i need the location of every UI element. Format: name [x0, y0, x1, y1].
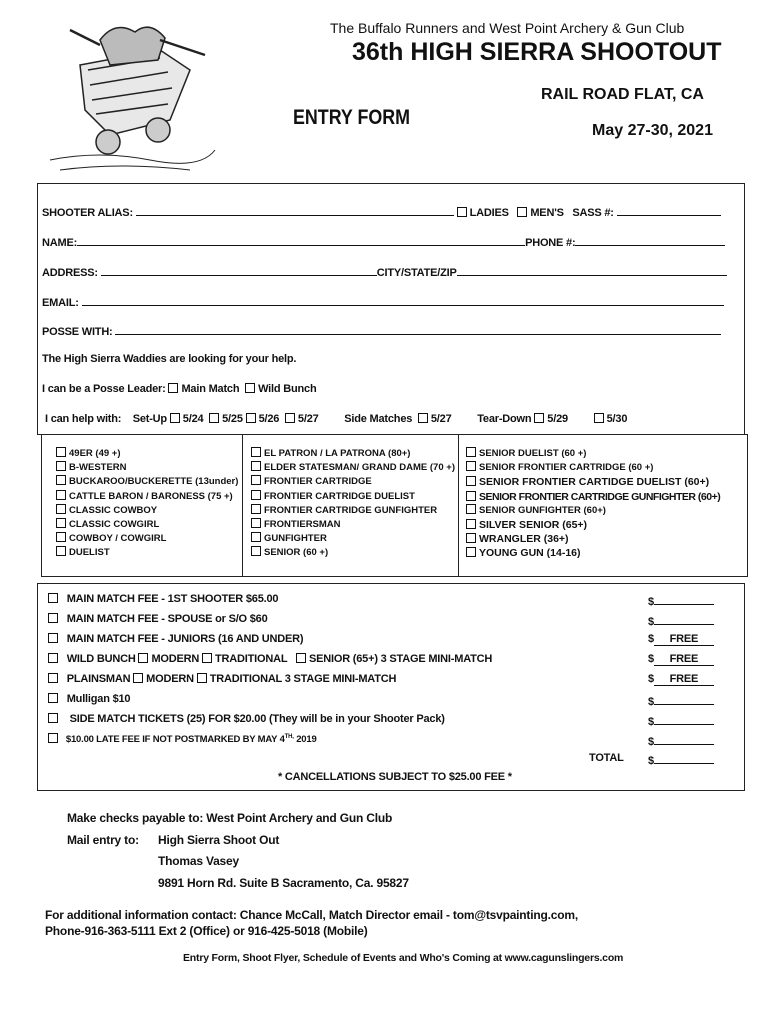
category-label: EL PATRON / LA PATRONA (80+) — [264, 448, 411, 459]
event-dates: May 27-30, 2021 — [592, 122, 713, 139]
category-checkbox[interactable] — [56, 475, 66, 485]
category-option[interactable] — [56, 504, 238, 518]
wild-bunch-modern-label: MODERN — [151, 653, 200, 665]
mail-address-1: High Sierra Shoot Out — [158, 833, 280, 847]
category-label: ELDER STATESMAN/ GRAND DAME (70 +) — [264, 462, 455, 474]
category-checkbox[interactable] — [466, 447, 476, 457]
category-option[interactable] — [56, 546, 238, 560]
category-label: 49ER (49 +) — [69, 448, 121, 459]
club-logo-illustration — [40, 10, 220, 180]
category-option[interactable] — [466, 504, 720, 518]
fee-checkbox[interactable] — [48, 713, 58, 723]
category-label: B-WESTERN — [69, 462, 127, 474]
sass-input[interactable] — [617, 204, 721, 216]
category-checkbox[interactable] — [251, 461, 261, 471]
category-option[interactable] — [466, 518, 720, 532]
category-divider-1 — [242, 435, 243, 576]
dollar-sign: $ — [648, 696, 654, 708]
fee-row-wild-bunch — [48, 653, 492, 665]
category-checkbox[interactable] — [251, 447, 261, 457]
category-option[interactable] — [466, 447, 720, 461]
fee-checkbox[interactable] — [48, 673, 58, 683]
total-amount — [648, 752, 714, 767]
posse-input[interactable] — [115, 323, 721, 335]
fee-checkbox[interactable] — [48, 733, 58, 743]
category-option[interactable] — [251, 475, 455, 489]
side-matches-checkbox[interactable] — [418, 413, 428, 423]
category-label: FRONTIER CARTRIDGE DUELIST — [264, 490, 415, 502]
setup-526-checkbox[interactable] — [246, 413, 256, 423]
category-label: SENIOR FRONTIER CARTIDGE DUELIST (60+) — [479, 476, 710, 489]
category-label: GUNFIGHTER — [264, 533, 327, 545]
fee-amount — [648, 653, 714, 666]
category-label: SENIOR FRONTIER CARTRIDGE (60 +) — [479, 462, 654, 474]
mail-label: Mail entry to: — [67, 833, 139, 847]
mail-address-2: Thomas Vasey — [158, 854, 239, 868]
fee-row-mulligan — [48, 693, 130, 705]
setup-526-label: 5/26 — [258, 413, 280, 425]
ladies-label: LADIES — [469, 207, 509, 219]
category-label: FRONTIER CARTRIDGE — [264, 476, 372, 488]
teardown-529-checkbox[interactable] — [534, 413, 544, 423]
fee-row-plainsman — [48, 673, 396, 685]
help-intro: The High Sierra Waddies are looking for your help. — [42, 353, 297, 365]
setup-527-checkbox[interactable] — [285, 413, 295, 423]
category-option[interactable] — [251, 461, 455, 475]
category-checkbox[interactable] — [466, 476, 476, 486]
category-checkbox[interactable] — [56, 447, 66, 457]
fee-row-first-shooter — [48, 593, 278, 605]
fee-free-value: FREE — [654, 673, 714, 686]
payable-line: Make checks payable to: West Point Archery and Gun Club — [67, 811, 393, 825]
name-label: NAME: — [42, 237, 78, 249]
category-checkbox[interactable] — [56, 532, 66, 542]
category-label: CLASSIC COWBOY — [69, 504, 158, 516]
fee-label: MAIN MATCH FEE - JUNIORS (16 AND UNDER) — [66, 633, 304, 645]
setup-524-label: 5/24 — [182, 413, 204, 425]
fee-label: MAIN MATCH FEE - 1ST SHOOTER $65.00 — [66, 593, 279, 605]
side-matches-label: Side Matches — [344, 413, 413, 425]
category-option[interactable] — [466, 461, 720, 475]
email-row — [42, 294, 724, 309]
category-column-3 — [466, 447, 720, 561]
posse-row — [42, 323, 721, 338]
fee-checkbox[interactable] — [48, 593, 58, 603]
plainsman-traditional-checkbox[interactable] — [197, 673, 207, 683]
category-label: BUCKAROO/BUCKERETTE (13under) — [69, 476, 239, 488]
setup-525-checkbox[interactable] — [209, 413, 219, 423]
category-checkbox[interactable] — [466, 504, 476, 514]
category-checkbox[interactable] — [56, 461, 66, 471]
dollar-sign: $ — [648, 755, 654, 767]
wild-bunch-traditional-checkbox[interactable] — [202, 653, 212, 663]
posse-label: POSSE WITH: — [42, 326, 113, 338]
fee-checkbox[interactable] — [48, 633, 58, 643]
fee-label: WILD BUNCH — [66, 653, 136, 665]
fee-amount-input[interactable] — [654, 693, 714, 705]
alias-row — [42, 204, 721, 219]
fee-amount — [648, 593, 714, 608]
fee-label: Mulligan $10 — [66, 693, 131, 705]
setup-527-label: 5/27 — [297, 413, 319, 425]
dollar-sign: $ — [648, 716, 654, 728]
fee-amount — [648, 613, 714, 628]
fee-amount — [648, 633, 714, 646]
sass-label: SASS #: — [572, 207, 614, 219]
category-option[interactable] — [56, 532, 238, 546]
mens-checkbox[interactable] — [517, 207, 527, 217]
wild-bunch-senior-label: SENIOR (65+) 3 STAGE MINI-MATCH — [308, 653, 493, 665]
category-label: SENIOR (60 +) — [264, 547, 329, 559]
fee-amount — [648, 673, 714, 686]
help-with-label: I can help with: — [45, 413, 122, 425]
category-checkbox[interactable] — [251, 532, 261, 542]
category-option[interactable] — [251, 447, 455, 461]
dollar-sign: $ — [648, 633, 654, 645]
side-matches-date: 5/27 — [430, 413, 452, 425]
email-input[interactable] — [82, 294, 724, 306]
fee-checkbox[interactable] — [48, 653, 58, 663]
setup-label: Set-Up — [132, 413, 167, 425]
footer-website-note: Entry Form, Shoot Flyer, Schedule of Events and Who's Coming at www.cagunslingers.com — [183, 952, 624, 964]
category-checkbox[interactable] — [466, 519, 476, 529]
setup-524-checkbox[interactable] — [170, 413, 180, 423]
cancellation-note: * CANCELLATIONS SUBJECT TO $25.00 FEE * — [278, 771, 512, 783]
alias-label: SHOOTER ALIAS: — [42, 207, 133, 219]
fee-year: 2019 — [296, 734, 317, 745]
category-label: FRONTIER CARTRIDGE GUNFIGHTER — [264, 504, 438, 516]
category-option[interactable] — [56, 518, 238, 532]
category-label: FRONTIERSMAN — [264, 519, 341, 531]
category-option[interactable] — [251, 532, 455, 546]
category-checkbox[interactable] — [466, 533, 476, 543]
help-with-row — [45, 413, 627, 425]
fee-row-late — [48, 733, 317, 745]
plainsman-traditional-label: TRADITIONAL 3 STAGE MINI-MATCH — [209, 673, 397, 685]
alias-input[interactable] — [136, 204, 454, 216]
category-option[interactable] — [251, 490, 455, 504]
plainsman-modern-label: MODERN — [146, 673, 194, 685]
leader-main-match-checkbox[interactable] — [168, 383, 178, 393]
fee-amount — [648, 693, 714, 708]
category-label: SENIOR FRONTIER CARTRIDGE GUNFIGHTER (60+) — [479, 490, 721, 503]
plainsman-modern-checkbox[interactable] — [133, 673, 143, 683]
category-option[interactable] — [466, 532, 720, 546]
category-checkbox[interactable] — [251, 475, 261, 485]
category-option[interactable] — [466, 475, 720, 489]
category-option[interactable] — [251, 518, 455, 532]
posse-leader-row — [42, 383, 316, 395]
wild-bunch-senior-checkbox[interactable] — [296, 653, 306, 663]
setup-525-label: 5/25 — [222, 413, 243, 425]
total-label: TOTAL — [589, 752, 624, 764]
category-checkbox[interactable] — [56, 518, 66, 528]
category-label: DUELIST — [69, 547, 110, 559]
wild-bunch-traditional-label: TRADITIONAL — [215, 653, 288, 665]
fee-free-value: FREE — [654, 633, 714, 646]
category-divider-2 — [458, 435, 459, 576]
fee-amount-input[interactable] — [654, 593, 714, 605]
category-checkbox[interactable] — [251, 504, 261, 514]
teardown-530-checkbox[interactable] — [594, 413, 604, 423]
category-label: SENIOR DUELIST (60 +) — [479, 448, 587, 459]
teardown-label: Tear-Down — [477, 413, 532, 425]
form-title: ENTRY FORM — [293, 106, 411, 129]
city-label: CITY/STATE/ZIP — [376, 267, 457, 279]
teardown-530-label: 5/30 — [606, 413, 628, 425]
category-checkbox[interactable] — [466, 547, 476, 557]
category-option[interactable] — [251, 504, 455, 518]
category-checkbox[interactable] — [251, 490, 261, 500]
category-label: CATTLE BARON / BARONESS (75 +) — [69, 490, 233, 502]
category-column-1 — [56, 447, 238, 561]
mail-address-3: 9891 Horn Rd. Suite B Sacramento, Ca. 95827 — [158, 876, 409, 890]
dollar-sign: $ — [648, 673, 654, 685]
category-checkbox[interactable] — [56, 546, 66, 556]
fee-row-juniors — [48, 633, 303, 645]
posse-leader-label: I can be a Posse Leader: — [42, 383, 166, 395]
category-checkbox[interactable] — [251, 546, 261, 556]
leader-main-match-label: Main Match — [181, 383, 240, 395]
address-row — [42, 264, 727, 279]
event-title: 36th HIGH SIERRA SHOOTOUT — [352, 38, 722, 66]
city-input[interactable] — [457, 264, 727, 276]
contact-line-1: For additional information contact: Chance McCall, Match Director email - tom@tsvpainting.com, — [45, 908, 578, 922]
category-option[interactable] — [56, 490, 238, 504]
teardown-529-label: 5/29 — [547, 413, 568, 425]
total-amount-input[interactable] — [654, 752, 714, 764]
category-column-2 — [251, 447, 455, 561]
category-option[interactable] — [56, 475, 238, 489]
event-location: RAIL ROAD FLAT, CA — [541, 86, 704, 103]
category-label: WRANGLER (36+) — [479, 533, 569, 546]
fee-amount-input[interactable] — [654, 613, 714, 625]
fee-row-side-match — [48, 713, 445, 725]
category-label: YOUNG GUN (14-16) — [479, 547, 581, 560]
shooter-info-panel — [37, 183, 745, 435]
fee-label: MAIN MATCH FEE - SPOUSE or S/O $60 — [66, 613, 268, 625]
fee-amount — [648, 733, 714, 748]
category-option[interactable] — [466, 546, 720, 560]
fee-checkbox[interactable] — [48, 693, 58, 703]
fee-label: PLAINSMAN — [66, 673, 131, 685]
ladies-checkbox[interactable] — [457, 207, 467, 217]
category-checkbox[interactable] — [56, 490, 66, 500]
category-checkbox[interactable] — [251, 518, 261, 528]
dollar-sign: $ — [648, 736, 654, 748]
leader-wild-bunch-checkbox[interactable] — [245, 383, 255, 393]
category-label: SILVER SENIOR (65+) — [479, 519, 588, 532]
category-option[interactable] — [466, 490, 720, 504]
wild-bunch-modern-checkbox[interactable] — [138, 653, 148, 663]
contact-line-2: Phone-916-363-5111 Ext 2 (Office) or 916-425-5018 (Mobile) — [45, 924, 368, 938]
address-input[interactable] — [101, 264, 377, 276]
phone-label: PHONE #: — [525, 237, 576, 249]
leader-wild-bunch-label: Wild Bunch — [258, 383, 317, 395]
category-option[interactable] — [56, 461, 238, 475]
fee-amount — [648, 713, 714, 728]
fee-label: $10.00 LATE FEE IF NOT POSTMARKED BY MAY 4 — [65, 734, 285, 745]
club-name: The Buffalo Runners and West Point Archery & Gun Club — [330, 20, 685, 36]
fee-checkbox[interactable] — [48, 613, 58, 623]
fee-free-value: FREE — [654, 653, 714, 666]
category-label: SENIOR GUNFIGHTER (60+) — [479, 504, 606, 516]
dollar-sign: $ — [648, 596, 654, 608]
fee-row-spouse — [48, 613, 268, 625]
mens-label: MEN'S — [530, 207, 564, 219]
category-checkbox[interactable] — [56, 504, 66, 514]
address-label: ADDRESS: — [42, 267, 98, 279]
category-option[interactable] — [251, 546, 455, 560]
fee-superscript: TH, — [284, 733, 294, 740]
dollar-sign: $ — [648, 616, 654, 628]
fee-amount-input[interactable] — [654, 733, 714, 745]
category-checkbox[interactable] — [466, 491, 476, 501]
category-label: CLASSIC COWGIRL — [69, 519, 160, 531]
category-label: COWBOY / COWGIRL — [69, 533, 167, 545]
phone-input[interactable] — [575, 234, 725, 246]
name-row — [42, 234, 725, 249]
fee-amount-input[interactable] — [654, 713, 714, 725]
name-input[interactable] — [77, 234, 525, 246]
category-option[interactable] — [56, 447, 238, 461]
category-checkbox[interactable] — [466, 461, 476, 471]
dollar-sign: $ — [648, 653, 654, 665]
fee-label: SIDE MATCH TICKETS (25) FOR $20.00 (They will be in your Shooter Pack) — [69, 713, 445, 725]
email-label: EMAIL: — [42, 297, 79, 309]
